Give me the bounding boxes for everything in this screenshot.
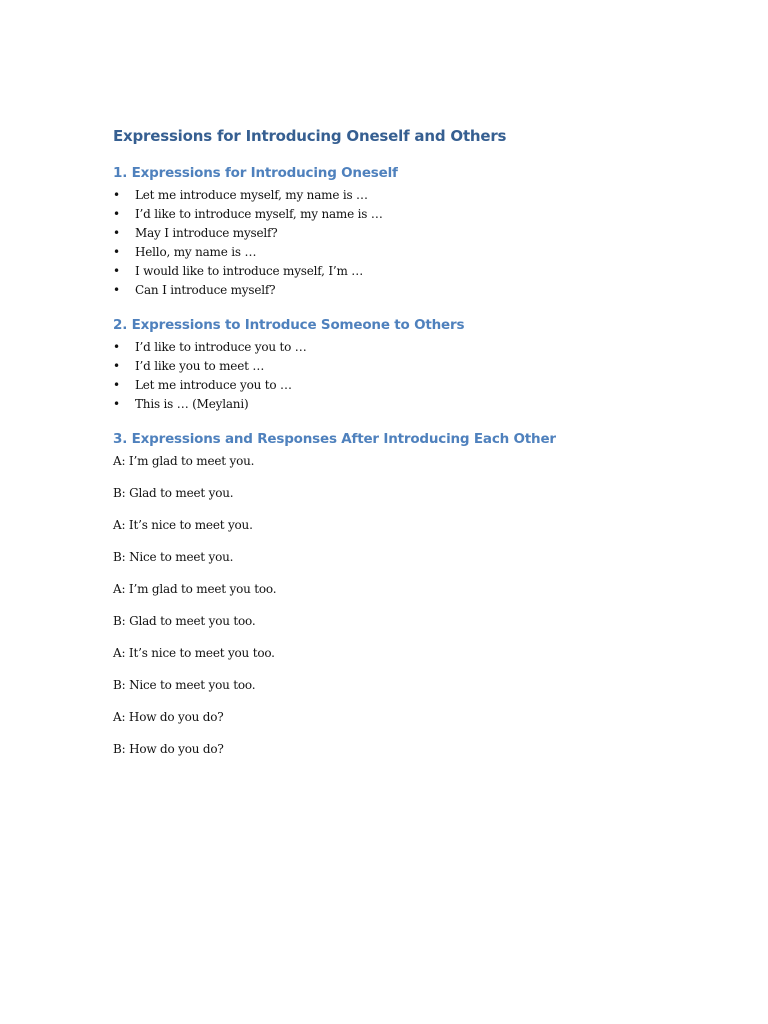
dialogue-line: A: It’s nice to meet you. xyxy=(113,518,253,532)
list-item xyxy=(113,281,713,300)
bullet-icon: • xyxy=(113,397,120,411)
bullet-icon: • xyxy=(113,207,120,221)
list-item xyxy=(113,376,713,395)
list-item xyxy=(113,186,713,205)
list-item-text: Let me introduce myself, my name is … xyxy=(135,188,368,202)
dialogue-line: A: How do you do? xyxy=(113,710,224,724)
dialogue-line: B: Nice to meet you. xyxy=(113,550,234,564)
list-item xyxy=(113,357,713,376)
bullet-icon: • xyxy=(113,340,120,354)
list-item-text: This is … (Meylani) xyxy=(135,397,249,411)
dialogue-line: A: It’s nice to meet you too. xyxy=(113,646,275,660)
dialogue-line: B: Nice to meet you too. xyxy=(113,678,256,692)
document-title: Expressions for Introducing Oneself and Others xyxy=(113,127,507,145)
document-page xyxy=(113,126,713,772)
section-heading-responses: 3. Expressions and Responses After Introducing Each Other xyxy=(113,431,556,447)
dialogue-line: B: Glad to meet you too. xyxy=(113,614,256,628)
bullet-icon: • xyxy=(113,378,120,392)
list-item-text: May I introduce myself? xyxy=(135,226,278,240)
bullet-icon: • xyxy=(113,226,120,240)
list-item xyxy=(113,338,713,357)
bullet-icon: • xyxy=(113,188,120,202)
section-heading-introducing-others: 2. Expressions to Introduce Someone to Others xyxy=(113,317,465,333)
list-item xyxy=(113,395,713,414)
bullet-icon: • xyxy=(113,283,120,297)
dialogue-line: B: Glad to meet you. xyxy=(113,486,234,500)
bullet-icon: • xyxy=(113,245,120,259)
bullet-icon: • xyxy=(113,359,120,373)
list-item-text: I’d like to introduce you to … xyxy=(135,340,307,354)
dialogue-line: A: I’m glad to meet you. xyxy=(113,454,255,468)
bullet-icon: • xyxy=(113,264,120,278)
list-item-text: Let me introduce you to … xyxy=(135,378,292,392)
list-item xyxy=(113,262,713,281)
introducing-oneself-list xyxy=(113,186,713,300)
list-item xyxy=(113,205,713,224)
list-item-text: I’d like you to meet … xyxy=(135,359,265,373)
dialogue-line: A: I’m glad to meet you too. xyxy=(113,582,277,596)
list-item-text: Hello, my name is … xyxy=(135,245,257,259)
dialogue-block xyxy=(113,452,713,759)
section-heading-introducing-oneself: 1. Expressions for Introducing Oneself xyxy=(113,165,398,181)
list-item-text: Can I introduce myself? xyxy=(135,283,276,297)
list-item xyxy=(113,224,713,243)
introducing-others-list xyxy=(113,338,713,414)
dialogue-line: B: How do you do? xyxy=(113,742,224,756)
list-item xyxy=(113,243,713,262)
list-item-text: I would like to introduce myself, I’m … xyxy=(135,264,364,278)
list-item-text: I’d like to introduce myself, my name is … xyxy=(135,207,383,221)
